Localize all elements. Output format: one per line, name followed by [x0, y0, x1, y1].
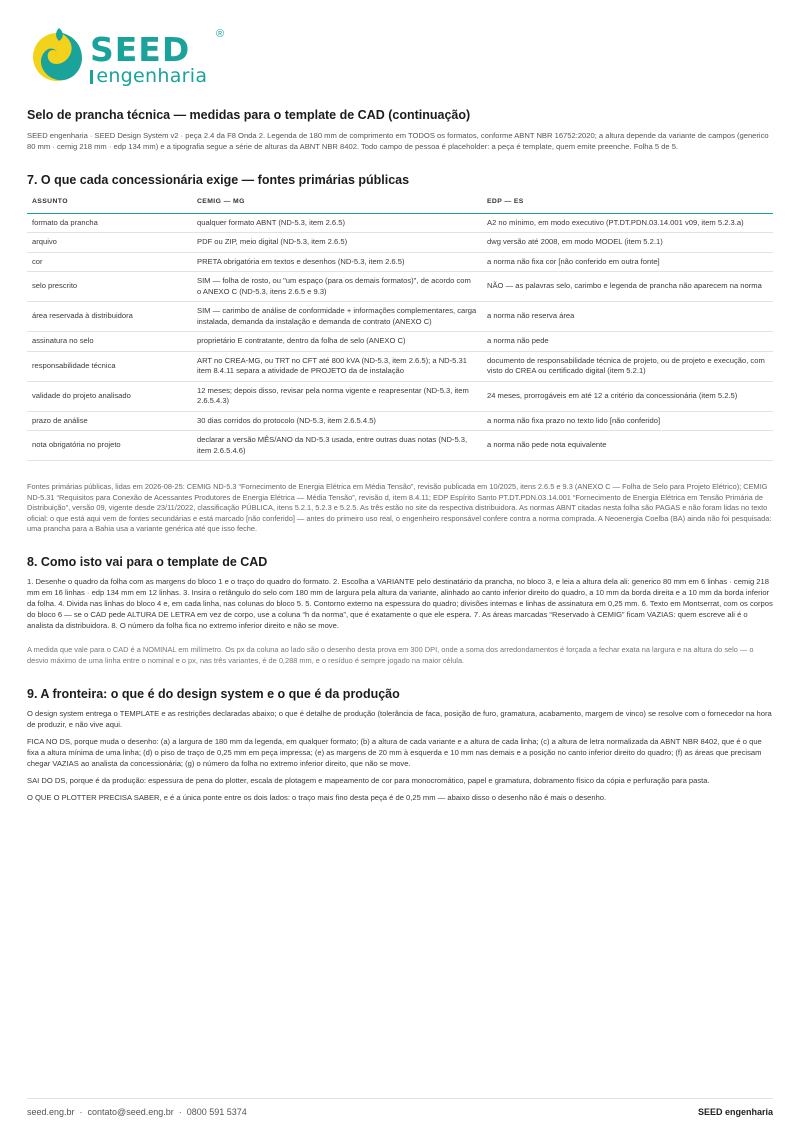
table-row — [27, 252, 773, 272]
footer-brand: SEED engenharia — [697, 1107, 773, 1117]
page-title: Selo de prancha técnica — medidas para o template de CAD (continuação) — [27, 108, 471, 122]
column-header-edp: EDP — ES — [482, 194, 773, 213]
table-cell: qualquer formato ABNT (ND-5.3, item 2.6.5) — [192, 213, 482, 233]
table-row — [27, 213, 773, 233]
section-9-title: 9. A fronteira: o que é do design system e o que é da produção — [27, 687, 400, 702]
table-row — [27, 332, 773, 352]
table-cell: proprietário E contratante, dentro da folha de selo (ANEXO C) — [192, 332, 482, 352]
table-cell: a norma não reserva área — [482, 302, 773, 332]
table-row — [27, 233, 773, 253]
section-8 — [27, 555, 773, 666]
table-header-row — [27, 194, 773, 213]
table-row — [27, 302, 773, 332]
table-cell: prazo de análise — [27, 411, 192, 431]
table-cell: SIM — folha de rosto, ou "um espaço (para os demais formatos)", de acordo com o ANEXO C (ND-5.3, itens 2.6.5 e 9.3) — [192, 272, 482, 302]
table-cell: a norma não pede nota equivalente — [482, 431, 773, 461]
table-cell: declarar a versão MÊS/ANO da ND-5.3 usada, entre outras duas notas (ND-5.3, item 2.6.5.4.6) — [192, 431, 482, 461]
boundary-paragraph-1: O design system entrega o TEMPLATE e as restrições declaradas abaixo; o que é detalhe de produção (tolerância de faca, posição de furo, gramatura, acabamento, margem de vinco) se resolve com o fornecedor na hora de produzir, e não vive aqui. — [27, 709, 772, 730]
table-cell: 12 meses; depois disso, revisar pela norma vigente e reapresentar (ND-5.3, item 2.6.5.4.3) — [192, 381, 482, 411]
table-cell: formato da prancha — [27, 213, 192, 233]
section-8-title: 8. Como isto vai para o template de CAD — [27, 554, 268, 569]
table-row — [27, 351, 773, 381]
table-row — [27, 272, 773, 302]
table-row — [27, 431, 773, 461]
section-9 — [27, 687, 773, 803]
table-cell: NÃO — as palavras selo, carimbo e legenda de prancha não aparecem na norma — [482, 272, 773, 302]
boundary-paragraph-4: O QUE O PLOTTER PRECISA SABER, e é a única ponte entre os dois lados: o traço mais fino desta peça é de 0,25 mm — abaixo disso o desenho não é mais o desenho. — [27, 793, 607, 803]
table-row — [27, 411, 773, 431]
intro-paragraph: SEED engenharia · SEED Design System v2 · peça 2.4 da F8 Onda 2. Legenda de 180 mm de comprimento em TODOS os formatos, conforme ABNT NBR 16752:2020; a altura depende da variante de campos (generico 80 mm · cemig 218 mm · edp 134 mm) e a tipografia segue a série de alturas da ABNT NBR 8402. Todo campo de pessoa é placeholder: a peça é template, quem emite preenche. Folha 5 de 5. — [27, 131, 769, 151]
table-cell: selo prescrito — [27, 272, 192, 302]
table-cell: a norma não fixa cor [não conferido em outra fonte] — [482, 252, 773, 272]
table-cell: A2 no mínimo, em modo executivo (PT.DT.PDN.03.14.001 v09, item 5.2.3.a) — [482, 213, 773, 233]
table-cell: SIM — carimbo de análise de conformidade + informações complementares, carga instalada, demanda da instalação e demanda de contrato (ANEXO C) — [192, 302, 482, 332]
table-cell: validade do projeto analisado — [27, 381, 192, 411]
registered-mark: ® — [216, 28, 225, 40]
seed-logo — [28, 26, 225, 87]
table-cell: PDF ou ZIP, meio digital (ND-5.3, item 2.6.5) — [192, 233, 482, 253]
section-7-title: 7. O que cada concessionária exige — fontes primárias públicas — [27, 173, 410, 187]
table-cell: dwg versão até 2008, em modo MODEL (item 5.2.1) — [482, 233, 773, 253]
table-cell: 24 meses, prorrogáveis em até 12 a critério da concessionária (item 5.2.5) — [482, 381, 773, 411]
measurement-note: A medida que vale para o CAD é a NOMINAL em milímetro. Os px da coluna ao lado são o desenho desta prova em 300 DPI, onde a soma dos arredondamentos é forçada a fechar exata na largura e na altura do selo — o desvio máximo de uma linha entre o nominal e o px, nas três variantes, é de 0,288 mm, e o resíduo é sempre jogado na maior célula. — [27, 644, 754, 665]
logo-subtitle-text: engenharia — [96, 65, 208, 87]
table-cell: nota obrigatória no projeto — [27, 431, 192, 461]
section-7 — [27, 173, 773, 535]
table-cell: 30 dias corridos do protocolo (ND-5.3, item 2.6.5.4.5) — [192, 411, 482, 431]
table-cell: PRETA obrigatória em textos e desenhos (ND-5.3, item 2.6.5) — [192, 252, 482, 272]
seed-leaf-icon — [28, 26, 86, 84]
table-row — [27, 381, 773, 411]
table-cell: a norma não pede — [482, 332, 773, 352]
logo-wordmark: SEED — [90, 30, 191, 69]
page-footer — [27, 1098, 773, 1117]
table-cell: responsabilidade técnica — [27, 351, 192, 381]
table-cell: área reservada à distribuidora — [27, 302, 192, 332]
table-cell: arquivo — [27, 233, 192, 253]
column-header-cemig: CEMIG — MG — [192, 194, 482, 213]
table-cell: documento de responsabilidade técnica de projeto, ou de projeto e execução, com visto do CREA ou certificado digital (item 5.2.1) — [482, 351, 773, 381]
sources-note: Fontes primárias públicas, lidas em 2026-08-25: CEMIG ND-5.3 “Fornecimento de Energia Elétrica em Média Tensão”, revisão publicada em 10/2025, itens 2.6.5 e 9.3 (ANEXO C — Folha de Selo para Projeto Elétrico); CEMIG ND-5.31 “Requisitos para Conexão de Acessantes Produtores de Energia Elétrica — Média Tensão”, revisão d, item 8.4.11; EDP Espírito Santo PT.DT.PDN.03.14.001 “Fornecimento de Energia Elétrica em Tensão Primária de Distribuição”, versão 09, vigente desde 23/11/2022, classificação PÚBLICA, itens 5.2.1, 5.2.3 e 5.2.5. As três estão no site da respectiva distribuidora. As normas ABNT citadas nesta folha são PAGAS e não foram lidas no texto oficial: o que está aqui vem de fontes secundárias e está marcado [não conferido] — antes do primeiro uso real, o engenheiro responsável confere contra a norma comprada. A Neoenergia Coelba (BA) ainda não foi pesquisada: uma prancha para a Bahia usa a variante genérica até que isso feche. — [27, 482, 772, 534]
table-cell: assinatura no selo — [27, 332, 192, 352]
document-content — [27, 108, 773, 809]
boundary-paragraph-3: SAI DO DS, porque é da produção: espessura de pena do plotter, escala de plotagem e mapeamento de cor para monocromático, papel e gramatura, dobramento físico da cópia e perfuração para pasta. — [27, 776, 710, 786]
steps-paragraph: 1. Desenhe o quadro da folha com as margens do bloco 1 e o traço do quadro do formato. 2. Escolha a VARIANTE pelo destinatário da prancha, no bloco 3, e leia a altura dela ali: generico 80 mm em 6 linhas · cemig 218 mm em 16 linhas · edp 134 mm em 12 linhas. 3. Insira o retângulo do selo com 180 mm de largura pela altura da variante, alinhado ao canto inferior direito do quadro, a 10 mm da borda direita e a 10 mm da borda inferior da folha. 4. Divida nas linhas do bloco 4 e, em cada linha, nas colunas do bloco 5. 5. Contorno externo na espessura do quadro; divisões internas e linhas de assinatura em 0,25 mm. 6. Texto em Montserrat, com os corpos do bloco 6 — se o CAD pede ALTURA DE LETRA em vez de corpo, use a coluna “h da norma”, que é exatamente o que ele espera. 7. As áreas marcadas “Reservado à CEMIG” ficam VAZIAS: quem escreve ali é o analista da distribuidora. 8. O número da folha fica no extremo inferior direito e não se move. — [27, 576, 773, 630]
footer-contact: seed.eng.br · contato@seed.eng.br · 0800 591 5374 — [27, 1107, 247, 1117]
table-cell: ART no CREA-MG, ou TRT no CFT até 800 kVA (ND-5.3, item 2.6.5); a ND-5.31 item 8.4.11 separa a atividade de PROJETO da de instalação — [192, 351, 482, 381]
boundary-paragraph-2: FICA NO DS, porque muda o desenho: (a) a largura de 180 mm da legenda, em qualquer formato; (b) a altura de cada variante e a altura de cada linha; (c) a altura de letra normalizada da ABNT NBR 8402, que é o que fixa a altura mínima de uma linha; (d) o piso de traço de 0,25 mm em peça impressa; (e) as margens de 20 mm à esquerda e 10 mm nas demais e a posição no canto inferior direito do quadro; (f) as áreas que precisam chegar VAZIAS ao analista da concessionária; (g) o número da folha no extremo inferior direito, que não se move. — [27, 737, 762, 769]
logo-subtitle — [90, 65, 207, 87]
column-header-assunto: ASSUNTO — [27, 194, 192, 213]
table-cell: cor — [27, 252, 192, 272]
table-cell: a norma não fixa prazo no texto lido [não conferido] — [482, 411, 773, 431]
requirements-table — [27, 194, 773, 461]
